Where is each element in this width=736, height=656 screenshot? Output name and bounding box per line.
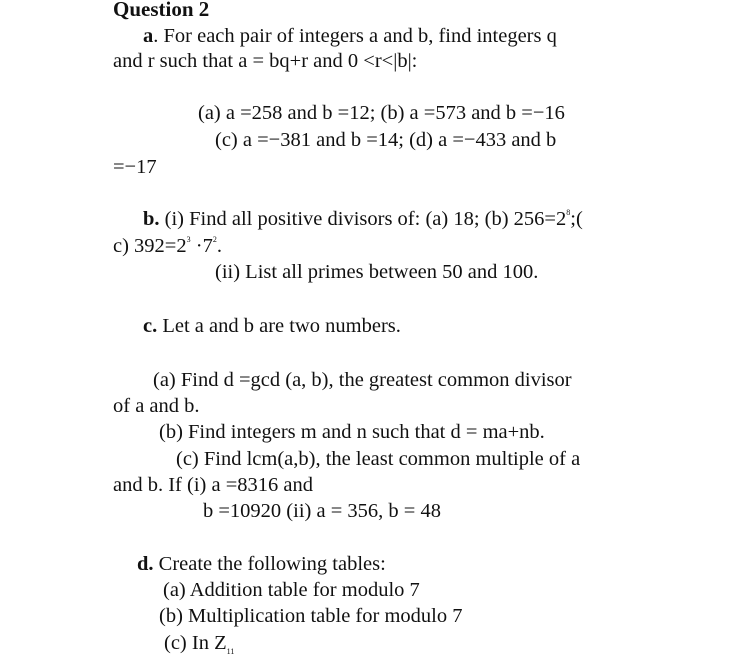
part-b-text-2-tail: .: [216, 235, 222, 257]
part-b-line-3: (ii) List all primes between 50 and 100.: [215, 261, 539, 283]
part-c-a-line-2: of a and b.: [113, 395, 200, 417]
part-c-intro-text: Let a and b are two numbers.: [157, 315, 401, 337]
part-d-label: d.: [137, 553, 154, 575]
part-d-b-line: (b) Multiplication table for modulo 7: [159, 605, 463, 627]
part-b-line-2: [113, 234, 222, 258]
part-d-c-line: [164, 631, 234, 655]
part-b-line-1: [143, 207, 583, 231]
part-c-a-line-1: (a) Find d =gcd (a, b), the greatest common divisor: [153, 369, 572, 391]
part-c-c-line-3: b =10920 (ii) a = 356, b = 48: [203, 500, 441, 522]
part-b-text-1: (i) Find all positive divisors of: (a) 18; (b) 256=2: [159, 208, 567, 230]
part-b-exponent-2: 2: [212, 235, 217, 244]
part-d-subscript-11: 11: [226, 647, 235, 656]
part-c-b-line: (b) Find integers m and n such that d = ma+nb.: [159, 421, 545, 443]
part-b-exponent-3: 3: [186, 235, 191, 244]
part-a-cases-1: (a) a =258 and b =12; (b) a =573 and b =−16: [198, 102, 565, 124]
part-a-text-1: . For each pair of integers a and b, find integers q: [153, 25, 557, 47]
part-c-c-line-2: and b. If (i) a =8316 and: [113, 474, 313, 496]
part-a-cases-3: =−17: [113, 156, 157, 178]
part-a-label: a: [143, 25, 154, 47]
part-c-c-line-1: (c) Find lcm(a,b), the least common multiple of a: [176, 448, 581, 470]
question-title: Question 2: [113, 0, 210, 21]
part-d-c-text: (c) In Z: [164, 632, 227, 654]
part-a-line-1: [143, 24, 557, 48]
part-c-label: c.: [143, 315, 158, 337]
part-a-cases-2: (c) a =−381 and b =14; (d) a =−433 and b: [215, 129, 557, 151]
part-b-exponent-8: 8: [566, 208, 571, 217]
part-b-text-2-mid: ·7: [190, 235, 213, 257]
part-d-intro-text: Create the following tables:: [153, 553, 386, 575]
part-c-intro: [143, 314, 401, 338]
part-a-line-2: and r such that a = bq+r and 0 <r<|b|:: [113, 50, 418, 72]
part-b-label: b.: [143, 208, 160, 230]
part-b-text-1-tail: ;(: [570, 208, 583, 230]
part-b-text-2: c) 392=2: [113, 235, 187, 257]
part-d-intro: [137, 552, 386, 576]
part-d-a-line: (a) Addition table for modulo 7: [163, 579, 420, 601]
